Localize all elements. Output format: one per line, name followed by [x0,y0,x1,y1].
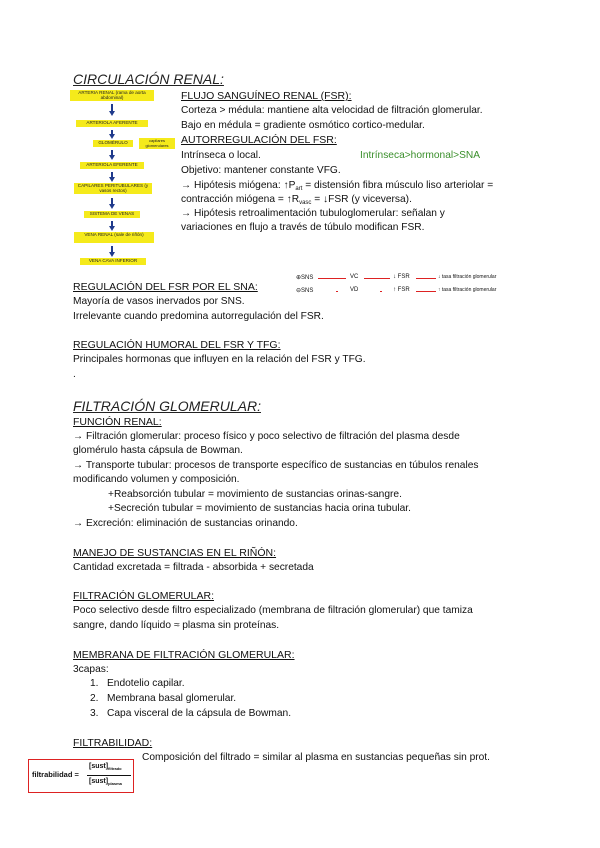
membrana-heading: MEMBRANA DE FILTRACIÓN GLOMERULAR: [73,649,295,661]
manejo-line: Cantidad excretada = filtrada - absorbida + secretada [73,562,314,573]
manejo-heading: MANEJO DE SUSTANCIAS EN EL RIÑÓN: [73,547,277,559]
regulacion-humoral-dot: . [73,369,76,380]
diagram-box-vena-renal: VENA RENAL (sale de riñón) [74,232,154,243]
autorregulacion-line: variaciones en flujo a través de túbulo modifican FSR. [181,222,425,233]
legend-arrow [416,291,436,292]
legend-arrow [416,278,436,279]
formula-label: filtrabilidad = [32,770,79,779]
page-title-filtracion: FILTRACIÓN GLOMERULAR: [73,398,261,414]
legend-arrow [380,291,382,292]
regulacion-sna-line: Irrelevante cuando predomina autorregulación del FSR. [73,311,324,322]
membrana-intro: 3capas: [73,664,109,675]
legend-vd: VD [350,287,359,293]
filtracion-line: sangre, dando líquido ≈ plasma sin proteínas. [73,620,280,631]
autorregulacion-heading: AUTORREGULACIÓN DEL FSR: [181,134,337,146]
filtrabilidad-formula [28,759,134,793]
autorregulacion-line: → Hipótesis miógena: $↑P_{art}$ = distensión fibra músculo liso arteriolar = [181,180,494,192]
funcion-line: glomérulo hasta cápsula de Bowman. [73,445,243,456]
page-title-circulacion: CIRCULACIÓN RENAL: [73,71,224,87]
membrana-list-item: 1. Endotelio capilar. [90,678,185,689]
regulacion-sna-line: Mayoría de vasos inervados por SNS. [73,296,245,307]
flujo-line: Corteza > médula: mantiene alta velocidad de filtración glomerular. [181,105,483,116]
filtracion-line: Poco selectivo desde filtro especializado (membrana de filtración glomerular) que tamiza [73,605,473,616]
diagram-side-box-capilares: capilares glomerulares [139,138,175,149]
diagram-box-glomerulo: GLOMÉRULO [93,140,133,147]
legend-arrow [364,278,390,279]
formula-fraction-bar [87,775,131,776]
regulacion-humoral-heading: REGULACIÓN HUMORAL DEL FSR Y TFG: [73,339,281,351]
funcion-line: modificando volumen y composición. [73,474,240,485]
diagram-arrow-head [109,252,115,257]
funcion-line: → Excreción: eliminación de sustancias orinando. [73,518,298,529]
funcion-line: → Filtración glomerular: proceso físico y poco selectivo de filtración del plasma desde [73,431,460,442]
formula-numerator: $[sust]_{filtrado}$ [89,763,122,771]
autorregulacion-line: Intrínseca o local. [181,150,261,161]
diagram-box-vena-cava: VENA CAVA INFERIOR [80,258,146,265]
legend-vc: VC [350,274,359,280]
diagram-box-capilares-peritubulares: CAPILARES PERITUBULARES (y vasos rectos) [74,183,152,194]
diagram-arrow-head [109,177,115,182]
regulacion-humoral-line: Principales hormonas que influyen en la relación del FSR y TFG. [73,354,366,365]
funcion-line: +Secreción tubular = movimiento de sustancias hacia orina tubular. [108,503,411,514]
green-note: Intrínseca>hormonal>SNA [360,150,481,161]
funcion-line: → Transporte tubular: procesos de transporte específico de sustancias en túbulos renales [73,460,479,471]
membrana-list-item: 3. Capa visceral de la cápsula de Bowman. [90,708,292,719]
legend-arrow [318,278,346,279]
flujo-line: Bajo en médula = gradiente osmótico cortico-medular. [181,120,425,131]
diagram-box-arteriola-aferente: ARTERIOLA AFERENTE [76,120,148,127]
funcion-heading: FUNCIÓN RENAL: [73,416,162,428]
membrana-list-item: 2. Membrana basal glomerular. [90,693,237,704]
diagram-box-arteriola-eferente: ARTERIOLA EFERENTE [80,162,144,169]
diagram-arrow-head [109,204,115,209]
diagram-arrow-head [109,111,115,116]
sns-negative: ⊖SNS [296,288,314,294]
legend-tfg-down: ↓ tasa filtración glomerular [438,274,497,280]
filtracion-heading: FILTRACIÓN GLOMERULAR: [73,590,214,602]
diagram-arrow-head [109,134,115,139]
filtrabilidad-line: Composición del filtrado = similar al plasma en sustancias pequeñas sin prot. [142,752,490,763]
filtrabilidad-heading: FILTRABILIDAD: [73,737,153,749]
autorregulacion-line: contracción miógena = $↑R_{vasc}$ = ↓FSR (y viceversa). [181,194,412,206]
formula-denominator: $[sust]_{plasma}$ [89,778,122,786]
legend-fsr-down: ↓ FSR [393,274,410,280]
sns-positive: ⊕SNS [296,275,314,281]
autorregulacion-line: Objetivo: mantener constante VFG. [181,165,341,176]
flujo-heading: FLUJO SANGUÍNEO RENAL (FSR): [181,90,352,102]
diagram-box-sistema-venas: SISTEMA DE VENAS [84,211,140,218]
diagram-arrow-head [109,155,115,160]
autorregulacion-line: → Hipótesis retroalimentación tubuloglomerular: señalan y [181,208,445,219]
diagram-arrow-head [109,226,115,231]
legend-tfg-up: ↑ tasa filtración glomerular [438,287,497,293]
legend-arrow [336,291,338,292]
diagram-box-arteria-renal: ARTERIA RENAL (rama de aorta abdominal) [70,90,154,101]
legend-fsr-up: ↑ FSR [393,287,410,293]
regulacion-sna-heading: REGULACIÓN DEL FSR POR EL SNA: [73,281,258,293]
funcion-line: +Reabsorción tubular = movimiento de sustancias orinas-sangre. [108,489,402,500]
